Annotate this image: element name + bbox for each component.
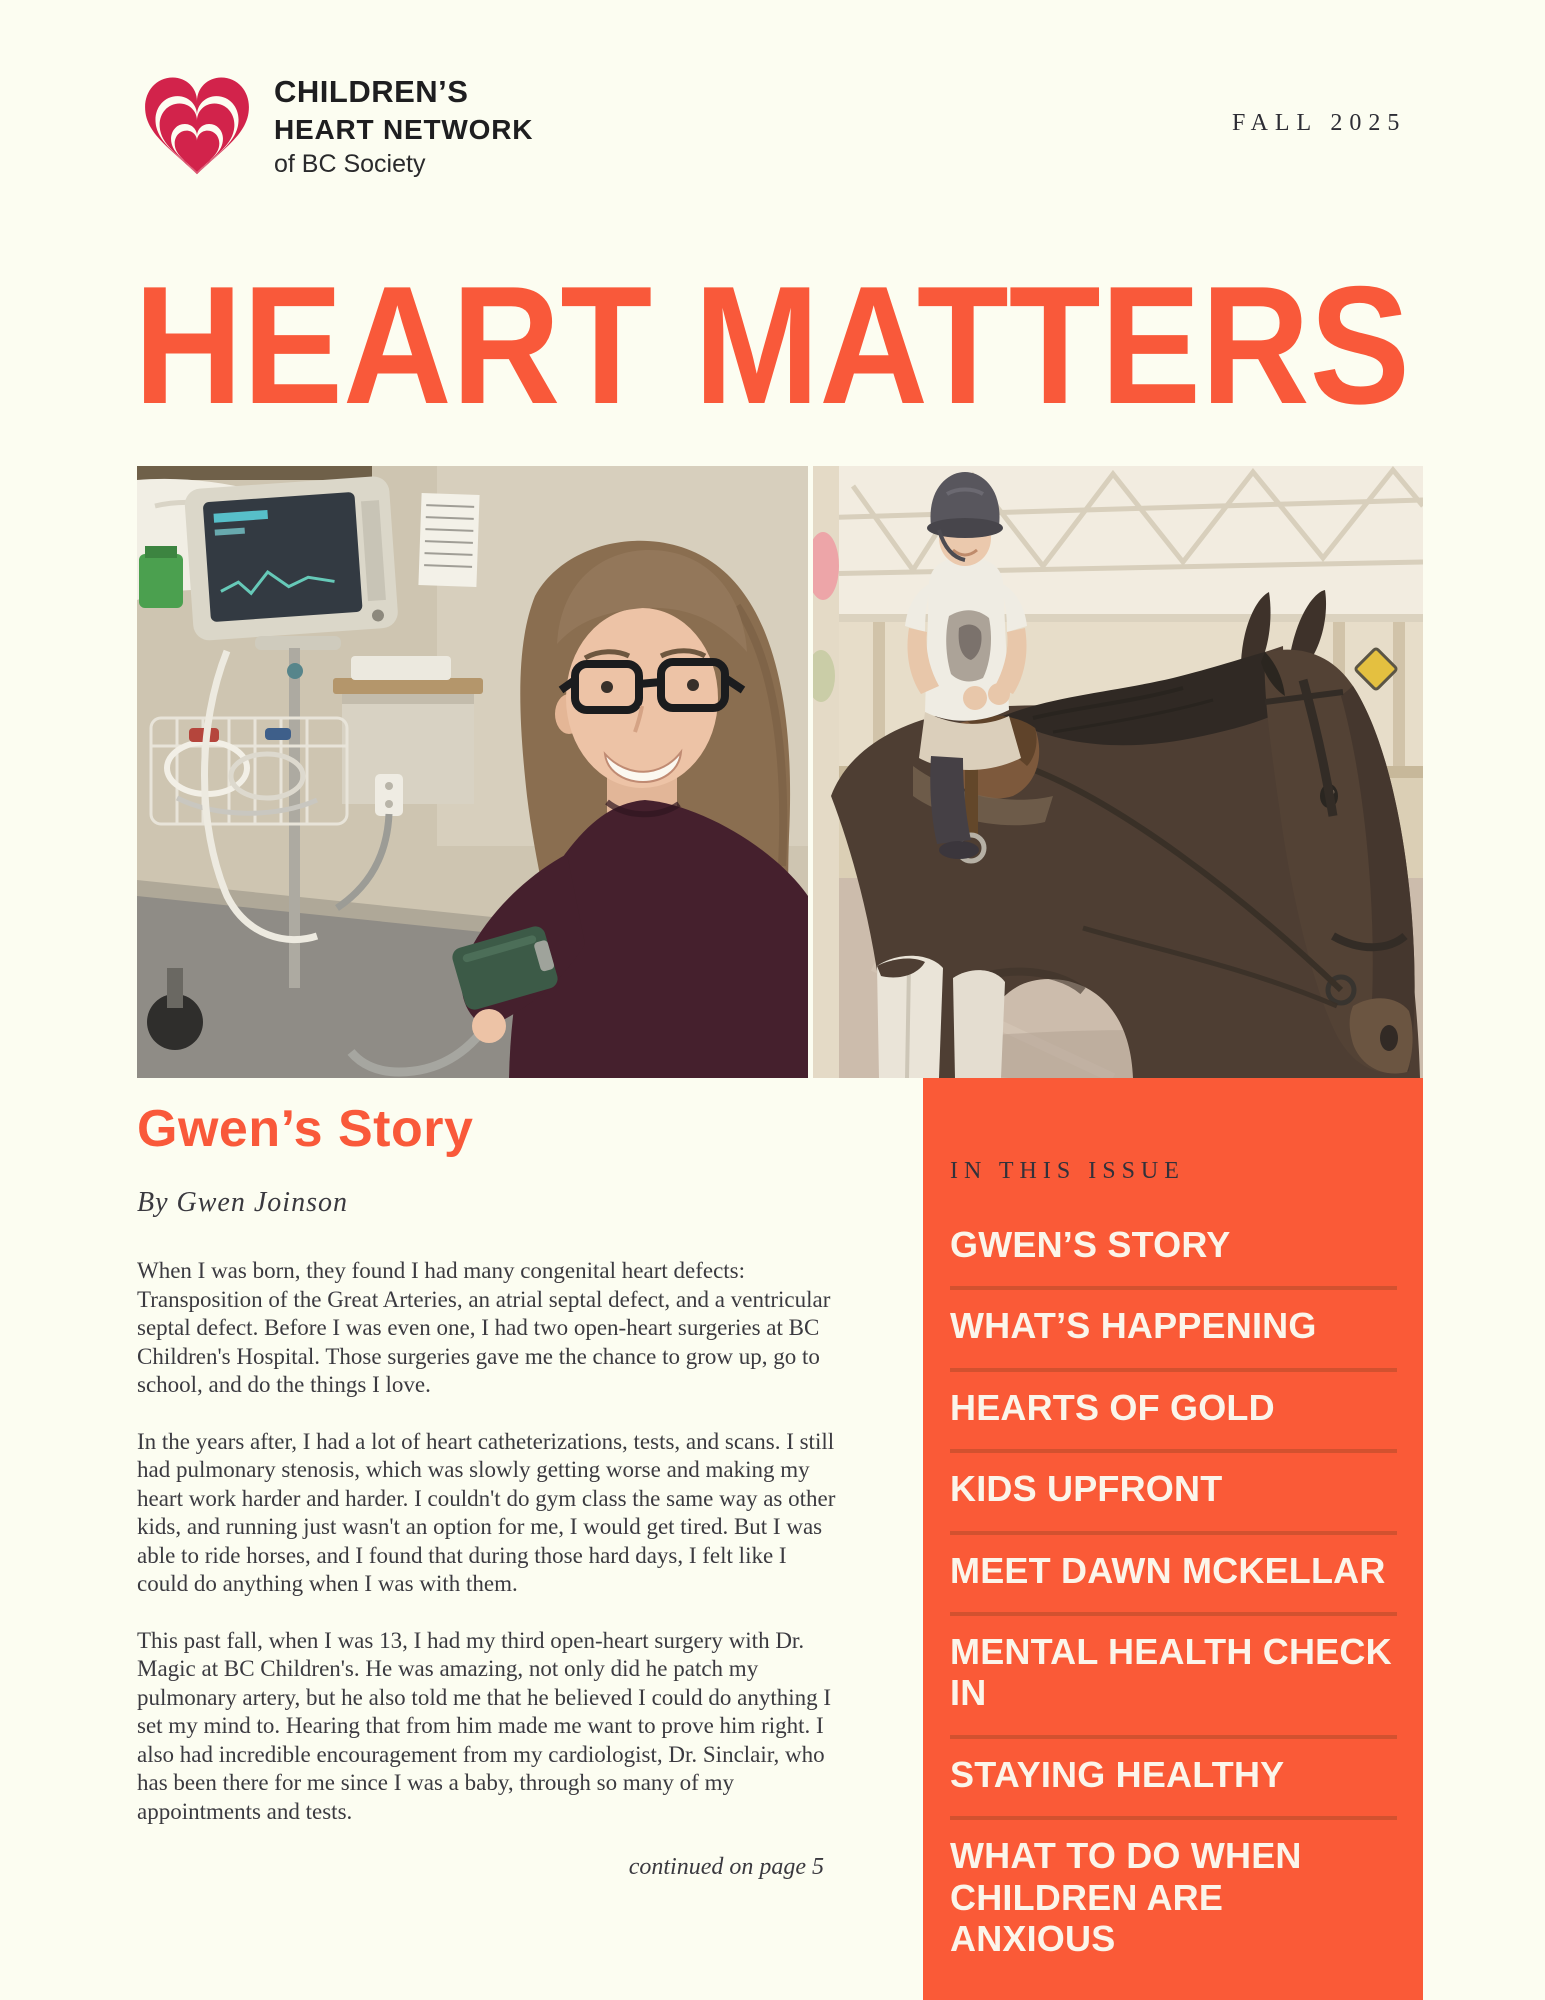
toc-item-kids-upfront[interactable]: KIDS UPFRONT <box>950 1468 1223 1510</box>
toc-item-children-anxious[interactable]: WHAT TO DO WHEN CHILDREN ARE ANXIOUS <box>950 1835 1302 1959</box>
org-name <box>274 68 533 177</box>
toc-item-whats-happening[interactable]: WHAT’S HAPPENING <box>950 1305 1317 1347</box>
photo-horseback <box>813 466 1423 1078</box>
toc-item-gwens-story[interactable]: GWEN’S STORY <box>950 1224 1231 1265</box>
toc-item-hearts-of-gold[interactable]: HEARTS OF GOLD <box>950 1386 1275 1428</box>
article-gwens-story <box>137 1100 842 1881</box>
org-name-line1: CHILDREN’S <box>274 74 469 109</box>
article-body <box>137 1257 842 1826</box>
article-title: Gwen’s Story <box>137 1100 474 1158</box>
article-paragraph: This past fall, when I was 13, I had my third open-heart surgery with Dr. Magic at BC Children's. He was amazing, not only did he patch my pulmonary artery, but he also told me that he believed I could do anything I set my mind to. Hearing that from him made me want to prove him right. I also had incredible encouragement from my cardiologist, Dr. Sinclair, who has been there for me since I was a baby, through so many of my appointments and tests. <box>137 1627 832 1824</box>
org-name-line2: HEART NETWORK <box>274 114 534 145</box>
toc-item-meet-dawn-mckellar[interactable]: MEET DAWN MCKELLAR <box>950 1549 1386 1591</box>
toc-item-mental-health-check-in[interactable]: MENTAL HEALTH CHECK IN <box>950 1630 1392 1714</box>
continued-note: continued on page 5 <box>628 1854 824 1880</box>
sidebar-heading: IN THIS ISSUE <box>950 1158 1185 1184</box>
photo-hospital <box>137 466 808 1078</box>
masthead-title <box>132 248 1422 433</box>
article-byline: By Gwen Joinson <box>137 1187 348 1218</box>
masthead-title-text: HEART MATTERS <box>134 251 1410 433</box>
org-logo <box>136 68 533 186</box>
org-name-line3: of BC Society <box>274 150 426 178</box>
article-paragraph: When I was born, they found I had many congenital heart defects: Transposition of the Great Arteries, an atrial septal defect, and a ventricular septal defect. Before I was even one, I had two open-heart surgeries at BC Children's Hospital. Those surgeries gave me the chance to grow up, go to school, and do the things I love. <box>137 1258 831 1397</box>
issue-date: FALL 2025 <box>1232 110 1407 136</box>
nested-hearts-icon <box>136 68 258 186</box>
in-this-issue-sidebar <box>923 1078 1423 2000</box>
toc-item-staying-healthy[interactable]: STAYING HEALTHY <box>950 1753 1285 1795</box>
article-paragraph: In the years after, I had a lot of heart catheterizations, tests, and scans. I still had pulmonary stenosis, which was slowly getting worse and making my heart work harder and harder. I couldn't do gym class the same way as other kids, and running just wasn't an option for me, I would get tired. But I was able to ride horses, and I found that during those hard days, I felt like I could do anything when I was with them. <box>137 1428 836 1596</box>
